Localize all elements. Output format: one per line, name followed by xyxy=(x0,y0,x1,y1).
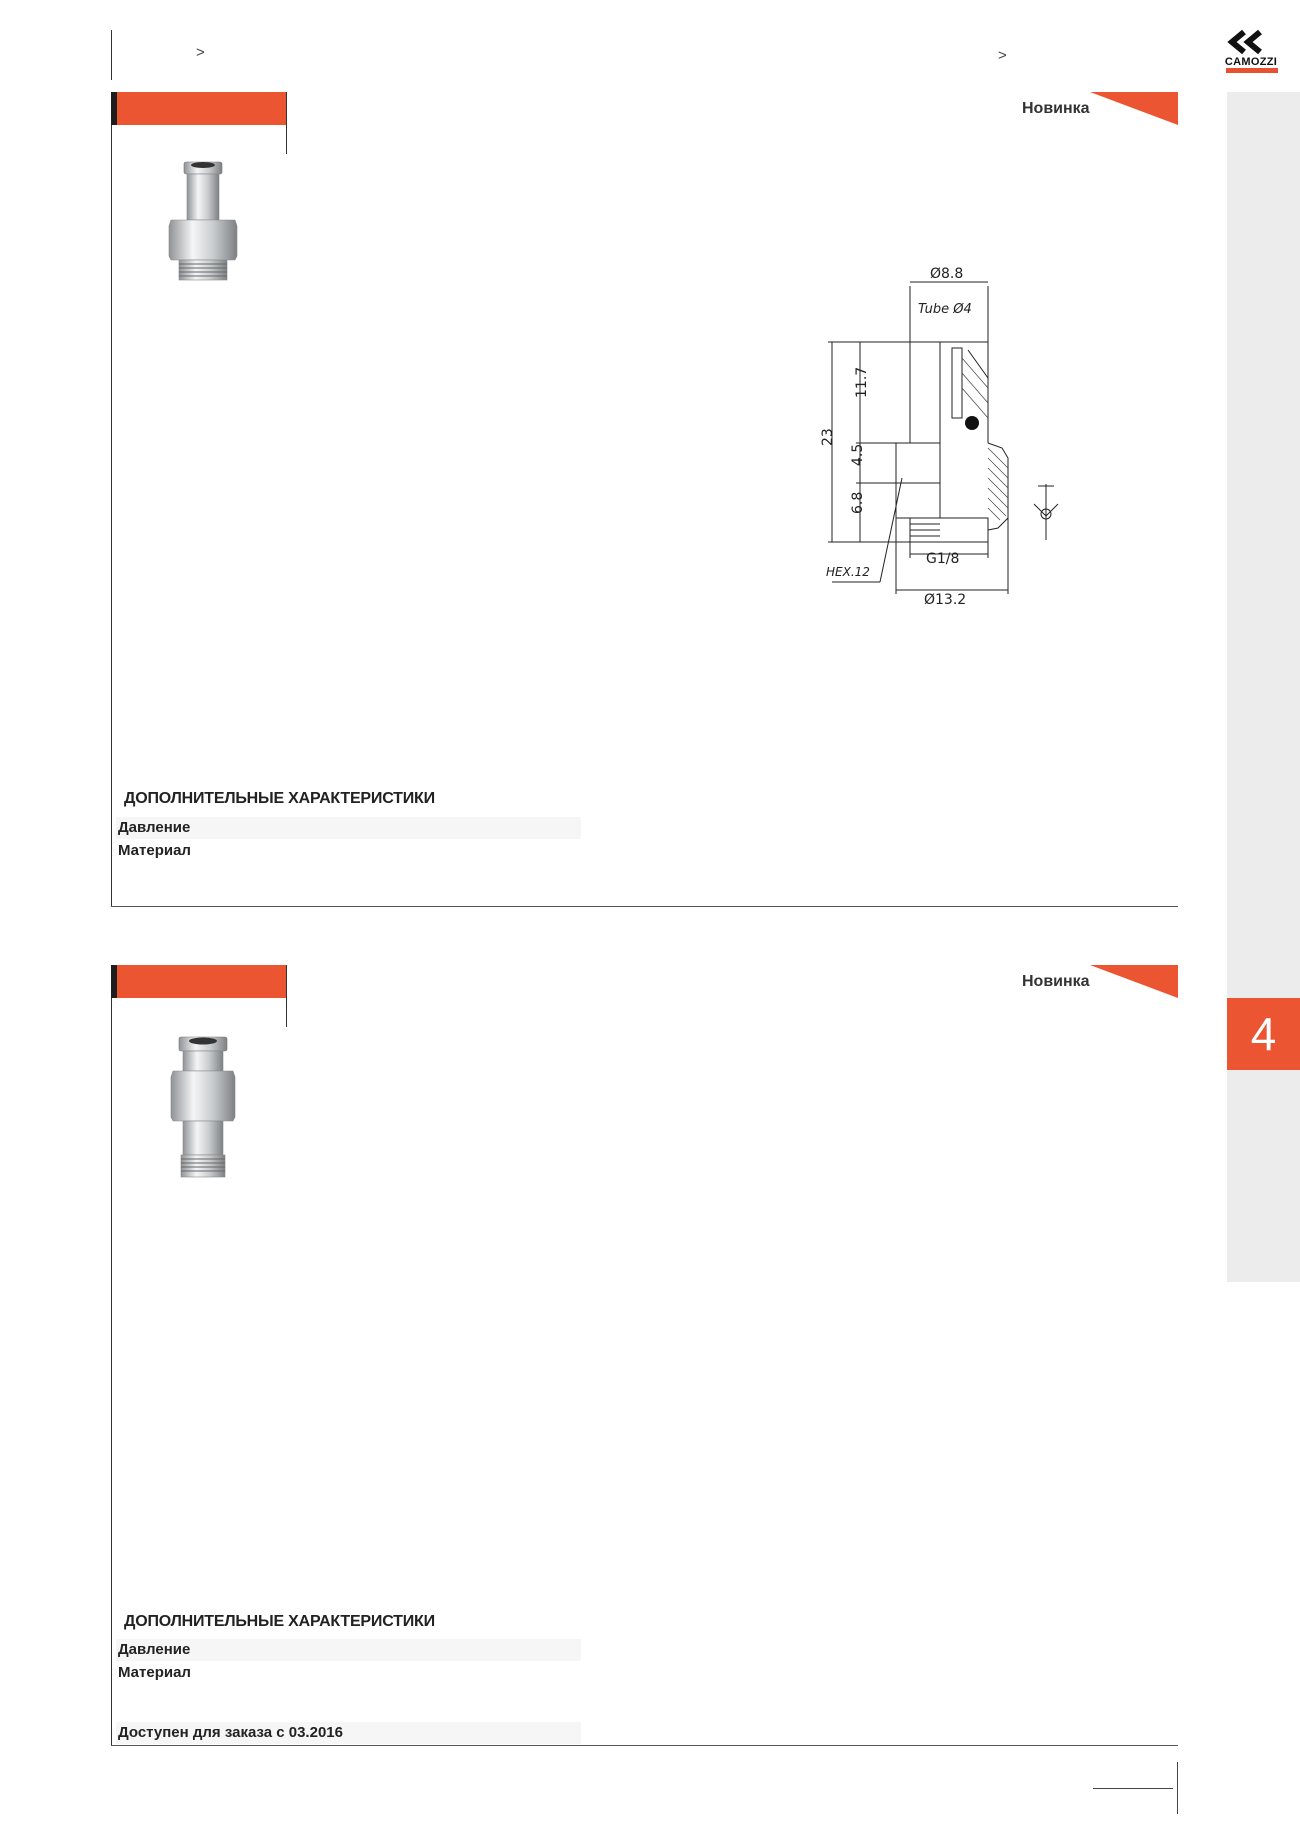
chapter-tab[interactable]: 4 xyxy=(1227,998,1300,1070)
section-left-border xyxy=(111,92,112,907)
section-header-marker xyxy=(111,92,117,125)
spec-material: Материал xyxy=(118,1664,191,1681)
footer-divider xyxy=(1177,1762,1178,1814)
section-header-divider xyxy=(286,92,287,154)
section-header-marker xyxy=(111,965,117,998)
new-flag-icon xyxy=(1090,965,1178,998)
section-left-border xyxy=(111,965,112,1746)
new-flag-icon xyxy=(1090,92,1178,125)
dim-c: 6.8 xyxy=(850,491,866,514)
section-header-divider xyxy=(286,965,287,1027)
header-divider xyxy=(111,30,112,80)
new-badge-label: Новинка xyxy=(1022,100,1090,117)
dim-hex: HEX.12 xyxy=(826,565,870,579)
spec-pressure: Давление xyxy=(116,817,581,839)
logo-accent-bar xyxy=(1226,68,1278,73)
dim-a: 11.7 xyxy=(854,366,870,398)
technical-drawing xyxy=(812,258,1032,610)
section-header-bar xyxy=(111,965,287,998)
dim-dia-top: Ø8.8 xyxy=(930,266,964,282)
dim-b: 4.5 xyxy=(850,443,866,466)
fitting-photo-icon xyxy=(163,160,243,284)
new-badge-label: Новинка xyxy=(1022,973,1090,990)
side-strip xyxy=(1227,92,1300,1282)
footer-rule xyxy=(1093,1788,1173,1789)
brand-name: CAMOZZI xyxy=(1224,56,1278,68)
product-section-2 xyxy=(111,965,1178,1746)
spec-material: Материал xyxy=(118,842,191,859)
additional-specs-title: ДОПОЛНИТЕЛЬНЫЕ ХАРАКТЕРИСТИКИ xyxy=(124,1613,435,1630)
spec-pressure: Давление xyxy=(116,1639,581,1661)
additional-specs-title: ДОПОЛНИТЕЛЬНЫЕ ХАРАКТЕРИСТИКИ xyxy=(124,790,435,807)
availability-note: Доступен для заказа с 03.2016 xyxy=(116,1722,581,1744)
dim-tube: Tube Ø4 xyxy=(918,302,972,317)
dim-thread: G1/8 xyxy=(926,551,960,567)
breadcrumb-arrow-right[interactable]: > xyxy=(998,47,1007,64)
section-header-bar xyxy=(111,92,287,125)
dim-dia-bottom: Ø13.2 xyxy=(924,592,967,608)
section-bottom-border xyxy=(111,1745,1178,1746)
check-valve-symbol-icon xyxy=(1028,484,1064,540)
section-bottom-border xyxy=(111,906,1178,907)
dim-total: 23 xyxy=(820,428,836,446)
fitting-photo-icon xyxy=(163,1035,243,1180)
breadcrumb-arrow-left[interactable]: > xyxy=(196,44,205,61)
